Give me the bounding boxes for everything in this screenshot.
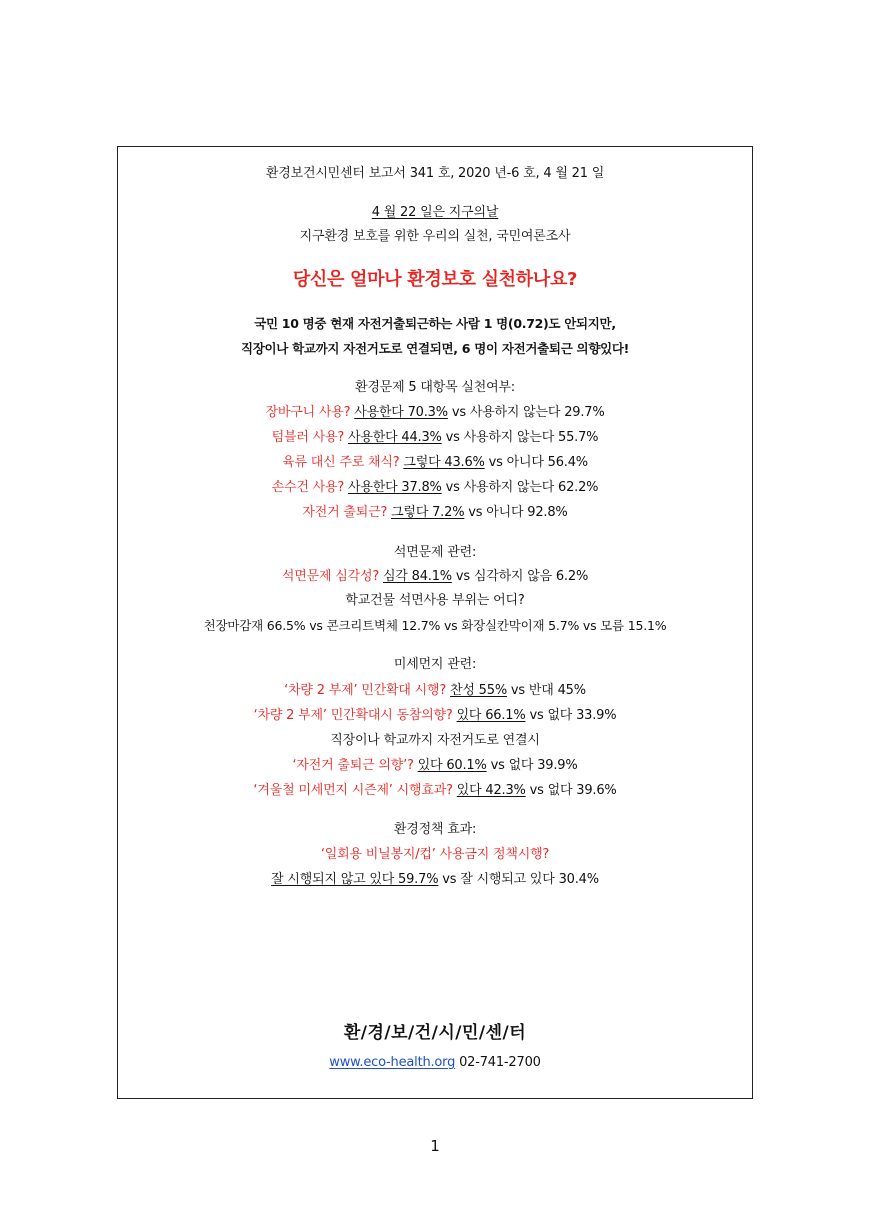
policy-answer-line [118,871,752,889]
asbestos-severity [118,568,752,586]
survey-rest: vs 없다 39.9% [486,758,578,773]
asbestos-location-question: 학교건물 석면사용 부위는 어디? [345,593,525,608]
survey-title: 지구환경 보호를 위한 우리의 실천, 국민여론조사 [299,229,571,244]
survey-item [118,454,752,472]
survey-question: 손수건 사용? [271,480,345,495]
survey-answer: 그렇다 7.2% [391,505,465,520]
bike-road-note: 직장이나 학교까지 자전거도로 연결시 [330,733,540,748]
survey-item [118,682,752,700]
survey-answer: 찬성 55% [450,683,507,698]
survey-question: ‘차량 2 부제’ 민간확대시 동참의향? [253,708,453,723]
policy-question: ‘일회용 비닐봉지/컵’ 사용금지 정책시행? [320,847,550,862]
survey-answer: 있다 66.1% [456,708,526,723]
survey-rest: vs 없다 39.6% [525,783,617,798]
survey-answer: 그렇다 43.6% [403,455,485,470]
survey-rest: vs 아니다 92.8% [464,505,568,520]
earthday-text: 4 월 22 일은 지구의날 [371,205,499,220]
survey-answer: 잘 시행되지 않고 있다 59.7% [271,872,439,887]
org-name: 환/경/보/건/시/민/센/터 [343,1023,527,1043]
survey-question: 텀블러 사용? [271,430,345,445]
survey-answer: 사용한다 44.3% [348,430,442,445]
survey-item [118,504,752,522]
survey-answer: 있다 60.1% [417,758,487,773]
section3-title: 미세먼지 관련: [393,657,477,672]
survey-answer: 심각 84.1% [382,569,452,584]
survey-rest: vs 없다 33.9% [525,708,617,723]
summary-line-2: 직장이나 학교까지 자전거도로 연결되면, 6 명이 자전거출퇴근 의향있다! [240,341,630,356]
survey-rest: vs 심각하지 않음 6.2% [451,569,589,584]
survey-rest: vs 사용하지 않는다 55.7% [441,430,599,445]
page-number: 1 [430,1137,440,1155]
survey-question: ‘차량 2 부제’ 민간확대 시행? [284,683,447,698]
survey-rest: vs 잘 시행되고 있다 30.4% [438,872,599,887]
earthday-line [118,204,752,222]
survey-item [118,707,752,725]
report-frame [117,146,753,1099]
survey-question: 장바구니 사용? [265,405,351,420]
survey-item [118,757,752,775]
survey-rest: vs 사용하지 않는다 62.2% [441,480,599,495]
section4-title: 환경정책 효과: [393,822,477,837]
survey-answer: 있다 42.3% [456,783,526,798]
summary-line-1: 국민 10 명중 현재 자전거출퇴근하는 사람 1 명(0.72)도 안되지만, [254,316,616,331]
survey-rest: vs 아니다 56.4% [484,455,588,470]
survey-question: 석면문제 심각성? [281,569,380,584]
website-link[interactable]: www.eco-health.org [329,1055,456,1070]
survey-item [118,404,752,422]
section1-title: 환경문제 5 대항목 실천여부: [355,380,515,395]
survey-item [118,479,752,497]
survey-question: 육류 대신 주로 채식? [282,455,400,470]
survey-answer: 사용한다 37.8% [348,480,442,495]
phone-number: 02-741-2700 [455,1055,541,1070]
survey-item [118,782,752,800]
survey-rest: vs 사용하지 않는다 29.7% [447,405,605,420]
survey-question: ‘겨울철 미세먼지 시즌제’ 시행효과? [253,783,453,798]
survey-rest: vs 반대 45% [506,683,586,698]
section2-title: 석면문제 관련: [393,545,477,560]
survey-item [118,429,752,447]
survey-answer: 사용한다 70.3% [354,405,448,420]
contact-line [118,1054,752,1072]
survey-question: ‘자전거 출퇴근 의향’? [292,758,414,773]
asbestos-location-answer: 천장마감재 66.5% vs 콘크리트벽체 12.7% vs 화장실칸막이재 5.7% vs 모름 15.1% [203,618,667,633]
report-line: 환경보건시민센터 보고서 341 호, 2020 년-6 호, 4 월 21 일 [265,166,605,181]
survey-question: 자전거 출퇴근? [302,505,388,520]
page-headline: 당신은 얼마나 환경보호 실천하나요? [292,269,578,290]
